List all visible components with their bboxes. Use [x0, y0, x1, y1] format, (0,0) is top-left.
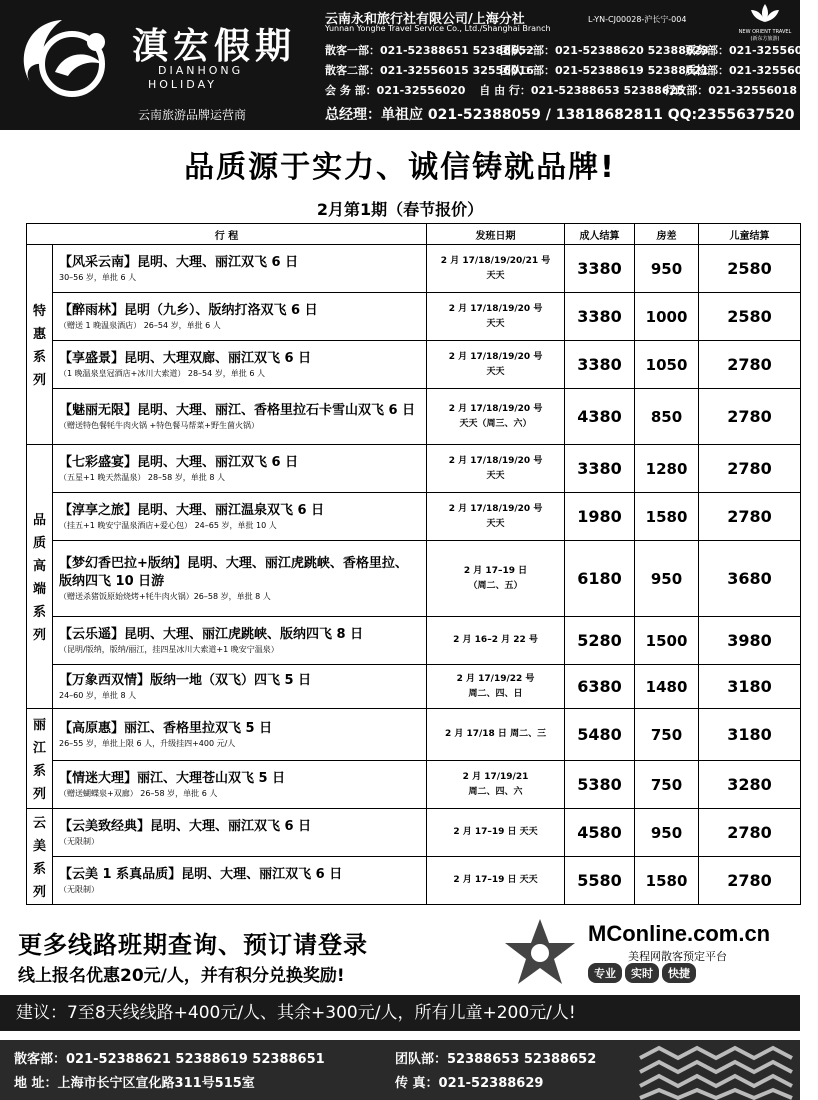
section-label: 品质高端系列 [27, 445, 53, 709]
route-cell [53, 493, 427, 541]
date-line: 2 月 17–19 日 天天 [453, 827, 538, 837]
adult-price: 3380 [565, 245, 635, 293]
keyword-badge: 快捷 [662, 963, 696, 983]
footer-fax: 传 真：021-52388629 [395, 1076, 544, 1091]
adult-price: 3380 [565, 293, 635, 341]
contact-row [325, 40, 818, 60]
route-cell [53, 857, 427, 905]
child-price: 2780 [699, 493, 801, 541]
date-line: 2 月 17–19 日 天天 [453, 875, 538, 885]
header-child: 儿童结算 [699, 224, 801, 245]
date-line: 2 月 17/18/19/20 号 [448, 455, 543, 466]
table-row [27, 617, 801, 665]
table-header-row [27, 224, 801, 245]
slogan: 品质源于实力、诚信铸就品牌! [184, 150, 616, 185]
table-row [27, 665, 801, 709]
adult-price: 4580 [565, 809, 635, 857]
child-price: 3680 [699, 541, 801, 617]
date-cell [427, 857, 565, 905]
adult-price: 5380 [565, 761, 635, 809]
brand-name-en-line2: HOLIDAY [148, 78, 217, 91]
route-note: 26–55 岁，单批上限 6 人，升级挂四+400 元/人 [59, 738, 236, 748]
route-note: （无限制） [59, 884, 99, 894]
date-weekday: 天天 [486, 270, 505, 281]
child-price: 3180 [699, 709, 801, 761]
promo-discount: 线上报名优惠20元/人，并有积分兑换奖励! [18, 966, 345, 986]
date-weekday: 天天 [486, 366, 505, 377]
date-cell [427, 709, 565, 761]
section-label: 特惠系列 [27, 245, 53, 445]
date-weekday: 天天 [486, 518, 505, 529]
contact-item: 质检部：021-32556019 [685, 64, 818, 77]
date-cell [427, 445, 565, 493]
date-cell [427, 389, 565, 445]
table-row [27, 541, 801, 617]
route-cell [53, 245, 427, 293]
route-cell [53, 389, 427, 445]
route-note: （1 晚温泉皇冠酒店+冰川大索道） 28–54 岁，单批 6 人 [59, 368, 265, 378]
contact-row [325, 60, 818, 80]
footer-tuandui: 团队部：52388653 52388652 [395, 1052, 597, 1067]
route-note: （赠送特色餐牦牛肉火锅 +特色餐马帮菜+野生菌火锅） [59, 420, 259, 430]
route-cell [53, 341, 427, 389]
company-name-en: Yunnan Yonghe Travel Service Co., Ltd./Shanghai Branch [325, 24, 551, 33]
promo-banner [0, 913, 800, 993]
child-price: 2780 [699, 389, 801, 445]
date-line: 2 月 16–2 月 22 号 [453, 635, 538, 645]
date-cell [427, 809, 565, 857]
manager-contact: 总经理：单祖应 021-52388059 / 13818682811 QQ:2355637520 [325, 107, 795, 123]
table-row [27, 389, 801, 445]
child-price: 3980 [699, 617, 801, 665]
adult-price: 6380 [565, 665, 635, 709]
route-note: （赠送 1 晚温泉酒店） 26–54 岁，单批 6 人 [59, 320, 221, 330]
route-cell [53, 617, 427, 665]
company-name: 云南永和旅行社有限公司/上海分社 [325, 12, 525, 27]
decorative-pattern-icon [640, 1044, 792, 1098]
route-cell [53, 541, 427, 617]
brand-name-en-line1: DIANHONG [158, 64, 244, 77]
adult-price: 5280 [565, 617, 635, 665]
contact-item: 会 务 部：021-32556020 [325, 84, 466, 97]
child-price: 3280 [699, 761, 801, 809]
child-price: 3180 [699, 665, 801, 709]
table-row [27, 341, 801, 389]
table-body [27, 245, 801, 905]
route-title: 【云美致经典】昆明、大理、丽江双飞 6 日 [59, 818, 312, 834]
date-line: 2 月 17/18 日 周二、三 [444, 729, 547, 739]
route-title: 【云乐遥】昆明、大理、丽江虎跳峡、版纳四飞 8 日 [59, 626, 364, 642]
route-title: 【高原惠】丽江、香格里拉双飞 5 日 [59, 720, 273, 736]
date-cell [427, 541, 565, 617]
route-title: 【七彩盛宴】昆明、大理、丽江双飞 6 日 [59, 454, 299, 470]
contact-item: 行政部：021-32556018 [664, 84, 797, 97]
contact-item: 自 由 行：021-52388653 52388625 [479, 84, 685, 97]
room-diff: 750 [635, 761, 699, 809]
route-note: （昆明/版纳，版纳/丽江，挂四星冰川大索道+1 晚安宁温泉） [59, 644, 279, 654]
room-diff: 850 [635, 389, 699, 445]
route-cell [53, 709, 427, 761]
adult-price: 3380 [565, 341, 635, 389]
table-row [27, 493, 801, 541]
adult-price: 5480 [565, 709, 635, 761]
section-label: 云美系列 [27, 809, 53, 905]
date-cell [427, 761, 565, 809]
date-weekday: （周二、五） [468, 580, 523, 591]
keyword-badges [588, 963, 696, 983]
adult-price: 5580 [565, 857, 635, 905]
date-cell [427, 493, 565, 541]
website-domain[interactable]: MConline.com.cn [588, 921, 771, 946]
contact-row [325, 80, 797, 100]
child-price: 2780 [699, 857, 801, 905]
keyword-badge: 专业 [588, 963, 622, 983]
route-title: 【淳享之旅】昆明、大理、丽江温泉双飞 6 日 [59, 502, 325, 518]
contact-item: 团队二部：021-52388619 52388621 [500, 64, 709, 77]
room-diff: 1050 [635, 341, 699, 389]
header [0, 0, 818, 130]
license-number: L-YN-CJ00028-沪长宁-004 [588, 15, 687, 24]
room-diff: 750 [635, 709, 699, 761]
table-row [27, 293, 801, 341]
website-tagline: 美程网散客预定平台 [628, 950, 727, 963]
route-note: 30–56 岁，单批 6 人 [59, 272, 137, 282]
header-room: 房差 [635, 224, 699, 245]
route-cell [53, 293, 427, 341]
brand-name: 滇宏假期 [132, 25, 297, 67]
date-weekday: 天天（周三、六） [459, 418, 532, 429]
route-title: 【万象西双情】版纳一地（双飞）四飞 5 日 [59, 672, 312, 688]
route-note: （无限制） [59, 836, 99, 846]
date-line: 2 月 17/19/21 [462, 771, 529, 782]
child-price: 2580 [699, 293, 801, 341]
footer [0, 1040, 800, 1100]
room-diff: 1280 [635, 445, 699, 493]
table-row [27, 445, 801, 493]
promo-headline: 更多线路班期查询、预订请登录 [18, 931, 368, 959]
contact-item: 票务部：021-32556020 [685, 44, 818, 57]
route-title: 【情迷大理】丽江、大理苍山双飞 5 日 [59, 770, 286, 786]
contacts-grid [325, 40, 818, 100]
table-row [27, 857, 801, 905]
route-cell [53, 445, 427, 493]
room-diff: 1580 [635, 493, 699, 541]
child-price: 2780 [699, 341, 801, 389]
date-line: 2 月 17/19/22 号 [456, 673, 535, 684]
route-title: 【云美 1 系真品质】昆明、大理、丽江双飞 6 日 [59, 866, 343, 882]
route-title: 【享盛景】昆明、大理双廊、丽江双飞 6 日 [59, 350, 312, 366]
star-logo-icon [503, 917, 578, 987]
route-cell [53, 809, 427, 857]
surcharge-suggestion: 建议：7至8天线线路+400元/人、其余+300元/人，所有儿童+200元/人! [0, 995, 800, 1031]
contact-item: 散客一部：021-52388651 52388652 [325, 44, 534, 57]
keyword-badge: 实时 [625, 963, 659, 983]
table-row [27, 709, 801, 761]
table-row [27, 761, 801, 809]
header-adult: 成人结算 [565, 224, 635, 245]
date-line: 2 月 17/18/19/20/21 号 [440, 255, 551, 266]
issue-title: 2月第1期（春节报价） [316, 200, 484, 219]
table-row [27, 809, 801, 857]
date-weekday: 天天 [486, 470, 505, 481]
date-cell [427, 341, 565, 389]
price-table [26, 223, 801, 905]
adult-price: 3380 [565, 445, 635, 493]
room-diff: 1480 [635, 665, 699, 709]
child-price: 2780 [699, 445, 801, 493]
contact-item: 团队一部：021-52388620 52388623 [500, 44, 709, 57]
contact-item: 散客二部：021-32556015 32556016 [325, 64, 534, 77]
adult-price: 1980 [565, 493, 635, 541]
lotus-icon [747, 2, 783, 24]
route-note: （挂五+1 晚安宁温泉酒店+爱心包） 24–65 岁，单批 10 人 [59, 520, 277, 530]
date-line: 2 月 17/18/19/20 号 [448, 351, 543, 362]
brand-tagline: 云南旅游品牌运营商 [138, 108, 247, 122]
new-orient-logo [735, 2, 795, 40]
route-cell [53, 761, 427, 809]
route-title: 【魅丽无限】昆明、大理、丽江、香格里拉石卡雪山双飞 6 日 [59, 402, 416, 418]
header-date: 发班日期 [427, 224, 565, 245]
date-line: 2 月 17/18/19/20 号 [448, 403, 543, 414]
date-line: 2 月 17/18/19/20 号 [448, 503, 543, 514]
date-weekday: 周二、四、六 [468, 786, 523, 797]
child-price: 2780 [699, 809, 801, 857]
room-diff: 950 [635, 809, 699, 857]
orient-name-cn: (新东方旅游) [750, 36, 780, 42]
route-cell [53, 665, 427, 709]
room-diff: 950 [635, 541, 699, 617]
date-cell [427, 665, 565, 709]
dianhong-logo-icon [10, 12, 125, 107]
date-line: 2 月 17/18/19/20 号 [448, 303, 543, 314]
route-note: （五星+1 晚天然温泉） 28–58 岁，单批 8 人 [59, 472, 225, 482]
date-weekday: 周二、四、日 [468, 688, 523, 699]
route-title: 【风采云南】昆明、大理、丽江双飞 6 日 [59, 254, 299, 270]
date-line: 2 月 17–19 日 [463, 565, 528, 576]
route-note: （赠送蝴蝶泉+双廊） 26–58 岁，单批 6 人 [59, 788, 218, 798]
room-diff: 1000 [635, 293, 699, 341]
date-cell [427, 617, 565, 665]
footer-address: 地 址：上海市长宁区宣化路311号515室 [14, 1076, 255, 1091]
route-note: 24–60 岁，单批 8 人 [59, 690, 137, 700]
date-weekday: 天天 [486, 318, 505, 329]
route-note: （赠送杀猪饭原始烧烤+牦牛肉火锅）26–58 岁，单批 8 人 [59, 591, 271, 601]
route-title: 【醉雨林】昆明（九乡）、版纳打洛双飞 6 日 [59, 302, 318, 318]
room-diff: 1500 [635, 617, 699, 665]
adult-price: 6180 [565, 541, 635, 617]
header-route: 行 程 [27, 224, 427, 245]
room-diff: 950 [635, 245, 699, 293]
adult-price: 4380 [565, 389, 635, 445]
footer-sanke: 散客部：021-52388621 52388619 52388651 [14, 1052, 325, 1067]
route-title: 【梦幻香巴拉+版纳】昆明、大理、丽江虎跳峡、香格里拉、版纳四飞 10 日游 [59, 555, 408, 589]
room-diff: 1580 [635, 857, 699, 905]
date-cell [427, 293, 565, 341]
date-cell [427, 245, 565, 293]
orient-name: NEW ORIENT TRAVEL [738, 29, 792, 35]
section-label: 丽江系列 [27, 709, 53, 809]
child-price: 2580 [699, 245, 801, 293]
table-row [27, 245, 801, 293]
